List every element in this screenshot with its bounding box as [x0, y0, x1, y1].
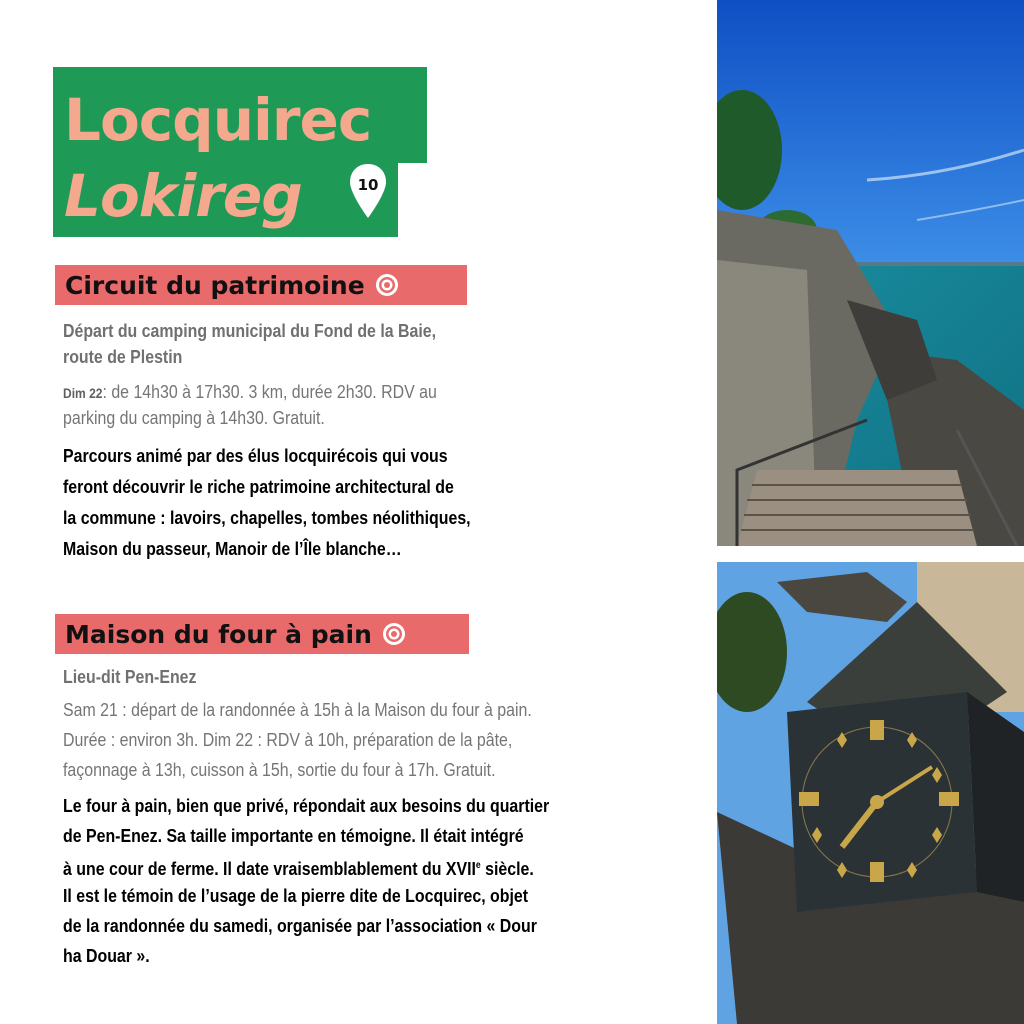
location-text: route de Plestin [63, 346, 183, 367]
description-line: Le four à pain, bien que privé, répondait aux besoins du quartier [63, 795, 550, 816]
day-label: Dim 22 [63, 385, 103, 401]
map-pin-icon [348, 162, 388, 222]
description-line: de Pen-Enez. Sa taille importante en témoigne. Il était intégré [63, 825, 524, 846]
location-text: Départ du camping municipal du Fond de la Baie, [63, 320, 437, 341]
description-line: feront découvrir le riche patrimoine architectural de [63, 476, 454, 497]
description-part: à une cour de ferme. Il date vraisemblablement du XVII [63, 858, 476, 880]
coastal-path-photo [717, 0, 1024, 546]
section-heading-circuit [55, 265, 467, 305]
section-heading-label: Maison du four à pain [65, 619, 372, 649]
schedule-text [63, 379, 437, 406]
page-title: Locquirec [64, 86, 372, 154]
description-part: siècle. [480, 858, 534, 880]
clock-tower-photo [717, 562, 1024, 1024]
section-heading-label: Circuit du patrimoine [65, 270, 365, 300]
schedule-line: Sam 21 : départ de la randonnée à 15h à la Maison du four à pain. [63, 699, 532, 720]
page-subtitle-breton: Lokireg [64, 162, 302, 230]
pin-number: 10 [357, 176, 379, 194]
description-line: Parcours animé par des élus locquirécois qui vous [63, 445, 448, 466]
description-line: de la randonnée du samedi, organisée par l’association « Dour [63, 915, 537, 936]
description-line [63, 853, 534, 882]
schedule-line: Durée : environ 3h. Dim 22 : RDV à 10h, préparation de la pâte, [63, 729, 513, 750]
schedule-line: façonnage à 13h, cuisson à 15h, sortie du four à 17h. Gratuit. [63, 759, 496, 780]
schedule-line: : de 14h30 à 17h30. 3 km, durée 2h30. RDV au [102, 381, 437, 402]
description-line: la commune : lavoirs, chapelles, tombes néolithiques, [63, 507, 471, 528]
target-icon [382, 622, 406, 646]
description-line: ha Douar ». [63, 945, 150, 966]
schedule-text: parking du camping à 14h30. Gratuit. [63, 407, 325, 428]
target-icon [375, 273, 399, 297]
section-heading-four-a-pain [55, 614, 469, 654]
description-line: Il est le témoin de l’usage de la pierre dite de Locquirec, objet [63, 885, 529, 906]
description-line: Maison du passeur, Manoir de l’Île blanche… [63, 538, 402, 559]
location-text: Lieu-dit Pen-Enez [63, 666, 197, 687]
superscript: e [475, 860, 481, 871]
